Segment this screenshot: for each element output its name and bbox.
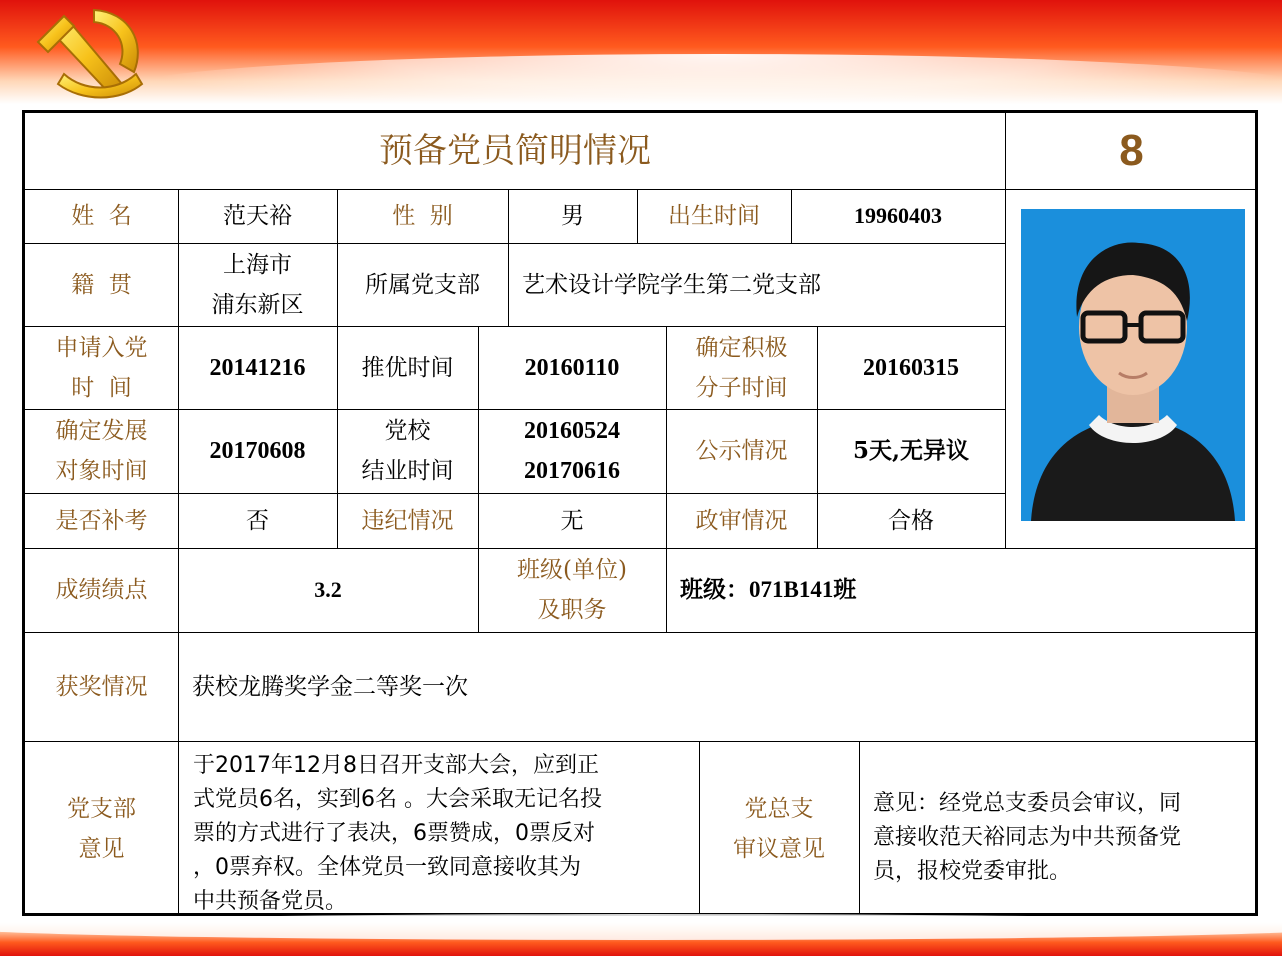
develop-value: 20170608	[209, 438, 306, 464]
develop-label-line-1: 确定发展	[55, 418, 148, 444]
activist-label	[666, 326, 817, 409]
school-date-1: 20160524	[524, 418, 620, 444]
member-profile-card	[22, 110, 1258, 916]
branch-label: 所属党支部	[365, 271, 480, 298]
footer-swoosh	[0, 914, 1282, 940]
gpa-label: 成绩绩点	[55, 577, 148, 603]
apply-label-line-1: 申请入党	[55, 334, 148, 361]
branch-opinion-line: 中共预备党员。	[193, 889, 348, 914]
class-label-line-1: 班级(单位)	[517, 557, 627, 583]
school-label-line-2: 结业时间	[361, 458, 454, 484]
gender-value: 男	[561, 203, 584, 229]
notice-label: 公示情况	[695, 438, 788, 464]
general-review-line: 意见：经党总支委员会审议，同	[873, 791, 1182, 816]
name-label: 姓 名	[71, 203, 132, 229]
school-label	[337, 409, 478, 493]
general-review-label-line-1: 党总支	[744, 795, 814, 822]
class-label	[478, 548, 666, 632]
apply-label-line-2: 时 间	[71, 374, 132, 401]
branch-opinion-label	[25, 741, 178, 916]
birth-label: 出生时间	[668, 203, 760, 229]
gpa-value: 3.2	[314, 577, 342, 602]
branch-opinion-label-line-1: 党支部	[67, 795, 136, 822]
party-emblem-icon	[24, 2, 156, 102]
school-value	[478, 409, 666, 493]
discipline-value: 无	[560, 507, 584, 534]
rule	[859, 741, 860, 916]
native-place-label: 籍 贯	[71, 271, 132, 298]
develop-label-line-2: 对象时间	[55, 458, 148, 484]
makeup-exam-value: 否	[246, 507, 269, 534]
page-title: 预备党员简明情况	[379, 131, 651, 171]
class-label-line-2: 及职务	[537, 597, 607, 623]
member-photo	[1021, 209, 1245, 521]
native-line-1: 上海市	[223, 251, 292, 278]
gender-label: 性 别	[392, 203, 453, 229]
makeup-exam-label: 是否补考	[55, 507, 148, 534]
branch-opinion-line: 式党员6名，实到6名 。大会采取无记名投	[193, 787, 602, 812]
branch-opinion-line: 于2017年12月8日召开支部大会，应到正	[193, 753, 599, 778]
general-branch-review-text	[873, 787, 1253, 889]
activist-label-line-2: 分子时间	[695, 374, 788, 401]
recommend-value: 20160110	[524, 354, 620, 381]
political-review-label: 政审情况	[695, 507, 788, 534]
apply-date-value: 20141216	[209, 354, 306, 381]
rule	[25, 741, 1258, 742]
branch-value: 艺术设计学院学生第二党支部	[522, 271, 821, 298]
notice-value: 5天,无异议	[852, 437, 969, 464]
school-date-2: 20170616	[524, 458, 620, 484]
class-value: 班级：071B141班	[680, 577, 857, 602]
political-review-value: 合格	[888, 507, 934, 534]
native-line-2: 浦东新区	[211, 291, 304, 318]
branch-opinion-label-line-2: 意见	[78, 835, 125, 862]
native-place-value	[178, 243, 337, 326]
name-value: 范天裕	[223, 203, 292, 229]
general-review-line: 员，报校党委审批。	[873, 859, 1072, 884]
page-number: 8	[1119, 126, 1144, 175]
activist-value: 20160315	[863, 354, 959, 381]
school-label-line-1: 党校	[384, 418, 431, 444]
apply-date-label	[25, 326, 178, 409]
branch-opinion-line: ，0票弃权。全体党员一致同意接收其为	[193, 855, 581, 880]
recommend-label: 推优时间	[361, 354, 454, 381]
birth-value: 19960403	[854, 203, 942, 228]
general-branch-review-label	[699, 741, 859, 916]
branch-opinion-line: 票的方式进行了表决，6票赞成，0票反对	[193, 821, 595, 846]
develop-label	[25, 409, 178, 493]
activist-label-line-1: 确定积极	[695, 334, 788, 361]
general-review-label-line-2: 审议意见	[733, 835, 825, 862]
awards-label: 获奖情况	[55, 673, 148, 700]
discipline-label: 违纪情况	[361, 507, 454, 534]
branch-opinion-text	[193, 749, 693, 919]
general-review-line: 意接收范天裕同志为中共预备党	[873, 825, 1182, 850]
awards-value: 获校龙腾奖学金二等奖一次	[192, 673, 468, 700]
